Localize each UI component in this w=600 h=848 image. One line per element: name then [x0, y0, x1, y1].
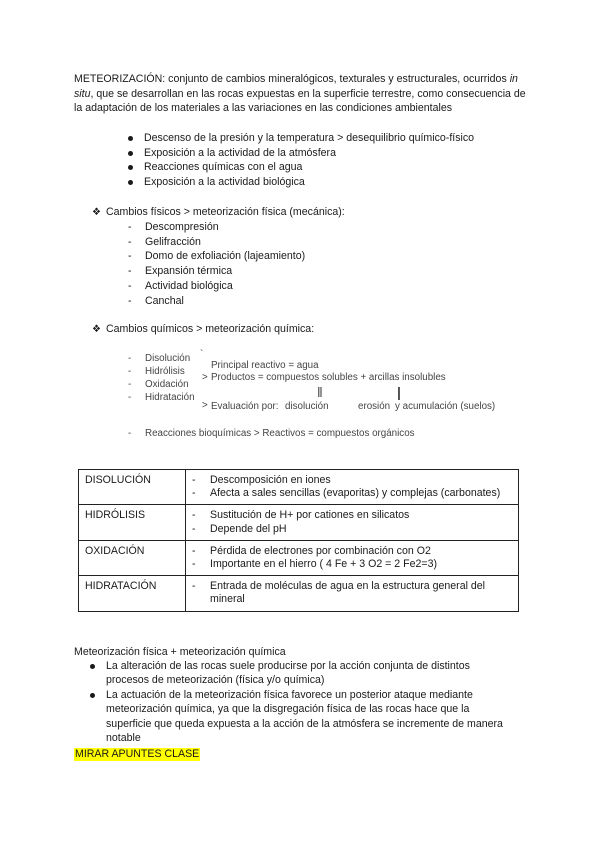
- dash-icon: -: [128, 428, 132, 439]
- evaluacion-erosion: erosión: [358, 401, 391, 412]
- quimicos-heading: [92, 322, 314, 337]
- highlighted-note: MIRAR APUNTES CLASE: [75, 748, 200, 760]
- dash-icon: -: [192, 474, 196, 486]
- list-item-text: Entrada de moléculas de agua en la estructura general del mineral: [210, 580, 486, 606]
- table-cell-points: [186, 470, 519, 505]
- list-item-text: Depende del pH: [210, 522, 287, 535]
- list-item: [128, 175, 474, 190]
- list-item: [128, 352, 190, 365]
- list-item-text: Actividad biológica: [145, 279, 233, 292]
- dash-icon: -: [128, 235, 132, 248]
- evaluacion-label: Evaluación por:: [211, 401, 279, 412]
- list-item: [192, 523, 512, 536]
- list-item-text: Hidratación: [145, 392, 195, 403]
- dash-icon: -: [192, 522, 196, 535]
- definition-text-start: METEORIZACIÓN: conjunto de cambios mineralógicos, texturales y estructurales, ocurridos: [74, 73, 510, 85]
- diamond-bullet-icon: ❖: [92, 324, 101, 335]
- list-item-text: Descompresión: [145, 221, 219, 233]
- list-item: [192, 474, 512, 487]
- dash-icon: -: [192, 544, 196, 557]
- list-item: [192, 580, 512, 606]
- evaluacion-acumulacion: y acumulación (suelos): [395, 401, 496, 412]
- evaluacion-disolucion: disolución: [285, 401, 329, 412]
- dash-icon: -: [128, 279, 132, 292]
- double-bar-mark: ‖: [317, 384, 323, 400]
- dash-icon: -: [192, 487, 196, 500]
- principal-reactivo: Principal reactivo = agua: [211, 360, 319, 371]
- list-item-text: Reacciones químicas con el agua: [144, 161, 303, 174]
- list-item-text: Exposición a la actividad biológica: [144, 175, 305, 188]
- list-item: [128, 279, 305, 294]
- list-item: [128, 294, 305, 309]
- table-cell-name: HIDRATACIÓN: [79, 576, 186, 611]
- reacciones-bioquimicas: Reacciones bioquímicas > Reactivos = compuestos orgánicos: [145, 428, 415, 439]
- list-item: [128, 249, 305, 264]
- table-row: [79, 505, 519, 540]
- dash-icon: -: [192, 580, 196, 593]
- list-item-text: Pérdida de electrones por combinación con O2: [210, 544, 431, 557]
- list-item-text: Disolución: [145, 353, 191, 364]
- chemical-processes-diagram: [128, 349, 528, 444]
- list-item-text: La alteración de las rocas suele producirse por la acción conjunta de distintos procesos de meteorización (física y/o química): [106, 660, 470, 687]
- bullet-dot-icon: [128, 165, 133, 170]
- list-item: [90, 688, 510, 746]
- list-item: [128, 264, 305, 279]
- dash-icon: -: [128, 366, 132, 377]
- list-item-text: Oxidación: [145, 379, 189, 390]
- definition-text-end: , que se desarrollan en las rocas expuestas en la superficie terrestre, como consecuencia de la adaptación de los materiales a las variaciones en las condiciones ambientales: [74, 87, 526, 115]
- dash-icon: -: [128, 379, 132, 390]
- in-situ-italic: in situ: [74, 73, 518, 100]
- list-item: [128, 146, 474, 161]
- dash-icon: -: [128, 250, 132, 263]
- table-cell-name: DISOLUCIÓN: [79, 470, 186, 505]
- list-item: [128, 391, 195, 404]
- arrow-mark: >: [202, 400, 208, 411]
- list-item-text: Sustitución de H+ por cationes en silicatos: [210, 509, 410, 522]
- quimicos-heading-text: Cambios químicos > meteorización química:: [106, 323, 315, 335]
- list-item: [128, 365, 185, 378]
- list-item: [192, 509, 512, 522]
- list-item: [128, 131, 474, 146]
- list-item: [192, 545, 512, 558]
- list-item: [192, 558, 512, 571]
- meteorizacion-definition: [74, 72, 534, 116]
- bracket-mark: `: [200, 349, 204, 360]
- table-row: [79, 540, 519, 575]
- list-item-text: Gelifracción: [145, 235, 201, 248]
- list-item: [192, 487, 512, 500]
- table-cell-name: OXIDACIÓN: [79, 540, 186, 575]
- diamond-bullet-icon: ❖: [92, 207, 101, 218]
- table-cell-points: [186, 540, 519, 575]
- productos: Productos = compuestos solubles + arcillas insolubles: [211, 372, 446, 383]
- list-item: [128, 378, 189, 391]
- list-item-text: Descomposición en iones: [210, 474, 331, 486]
- table-cell-points: [186, 505, 519, 540]
- chemical-weathering-table: [78, 469, 519, 612]
- list-item-text: Canchal: [145, 294, 184, 307]
- table-cell-name: HIDRÓLISIS: [79, 505, 186, 540]
- dash-icon: -: [128, 392, 132, 403]
- fisicos-heading: [92, 205, 345, 220]
- dash-icon: -: [128, 294, 132, 307]
- list-item: [128, 160, 474, 175]
- list-item-text: Hidrólisis: [145, 366, 185, 377]
- dash-icon: -: [128, 353, 132, 364]
- list-item-text: Domo de exfoliación (lajeamiento): [145, 250, 306, 263]
- bullet-dot-icon: [128, 151, 133, 156]
- bullet-dot-icon: [128, 136, 133, 141]
- list-item-text: Afecta a sales sencillas (evaporitas) y complejas (carbonates): [210, 487, 501, 500]
- dash-icon: -: [192, 558, 196, 571]
- list-item-text: Importante en el hierro ( 4 Fe + 3 O2 = 2 Fe2=3): [210, 558, 438, 571]
- list-item: [128, 220, 305, 235]
- dash-icon: -: [128, 265, 132, 278]
- bar-mark: |: [397, 384, 401, 400]
- mixed-weathering-list: [90, 659, 510, 745]
- arrow-mark: >: [202, 372, 208, 383]
- dash-icon: -: [128, 221, 132, 233]
- list-item-text: Descenso de la presión y la temperatura > desequilibrio químico-físico: [144, 132, 475, 144]
- list-item: [128, 235, 305, 250]
- bullet-dot-icon: [128, 180, 133, 185]
- bullet-dot-icon: [90, 664, 95, 669]
- list-item: [90, 659, 510, 688]
- table-row: [79, 576, 519, 611]
- fisicos-list: [128, 220, 305, 308]
- list-item-text: La actuación de la meteorización física favorece un posterior ataque mediante meteorización química, ya que la disgregación física de las rocas hace que la superficie que queda expuesta a la acción de la atmósfera se incremente de manera notable: [106, 688, 503, 745]
- causes-list: [128, 131, 474, 189]
- list-item-text: Expansión térmica: [145, 265, 233, 278]
- fisicos-heading-text: Cambios físicos > meteorización física (mecánica):: [106, 206, 345, 218]
- mixed-weathering-title: Meteorización física + meteorización química: [74, 646, 286, 658]
- dash-icon: -: [192, 509, 196, 522]
- table-row: [79, 470, 519, 505]
- bullet-dot-icon: [90, 693, 95, 698]
- table-cell-points: [186, 576, 519, 611]
- list-item-text: Exposición a la actividad de la atmósfera: [144, 146, 336, 159]
